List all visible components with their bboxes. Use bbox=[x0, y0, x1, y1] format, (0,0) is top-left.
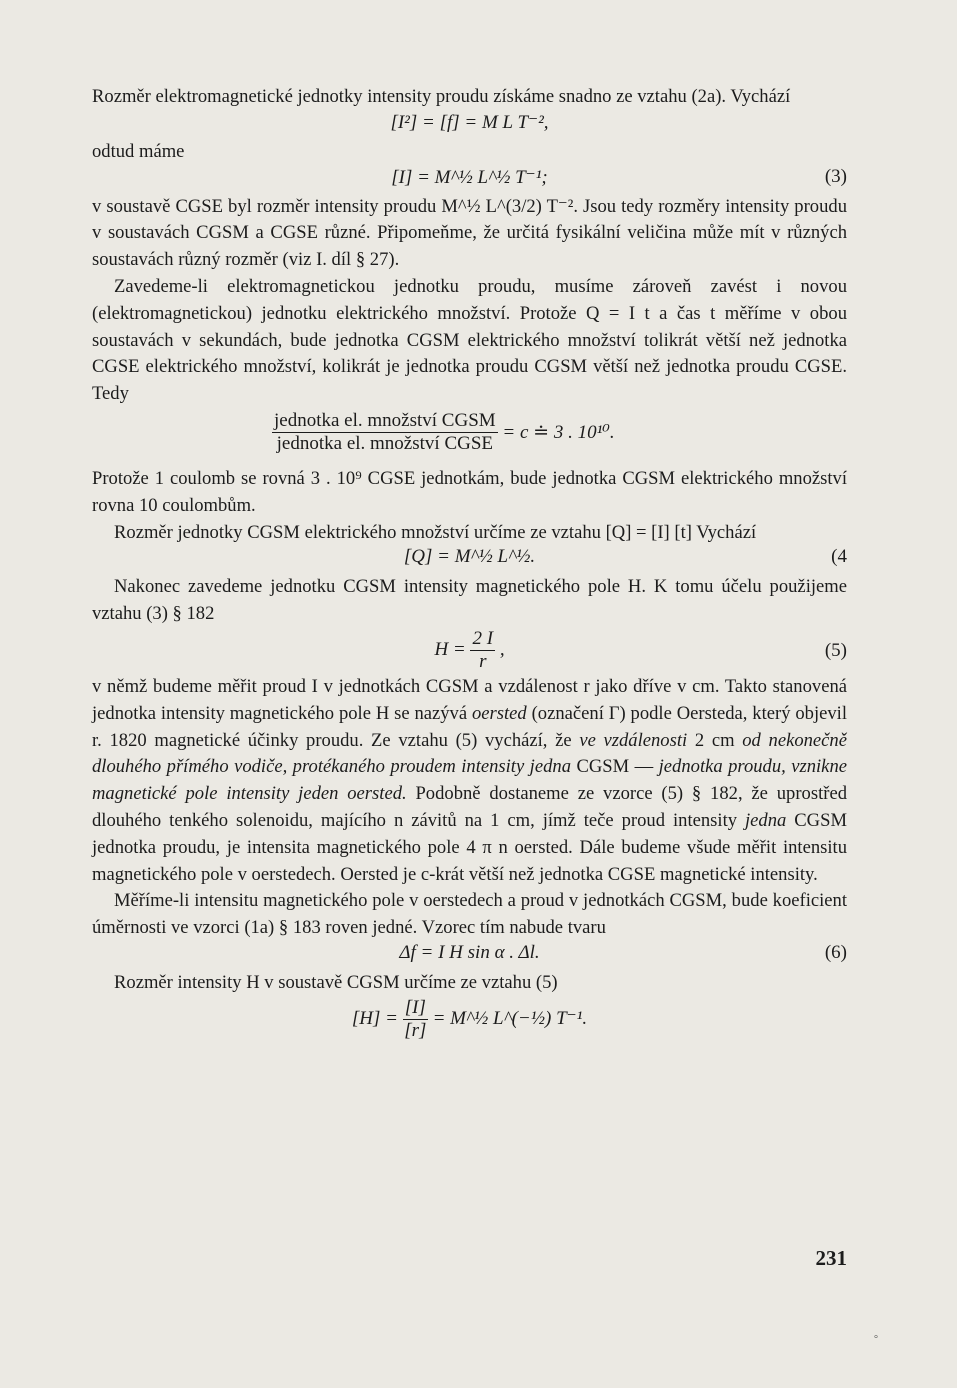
paragraph-5: Protože 1 coulomb se rovná 3 . 10⁹ CGSE jednotkám, bude jednotka CGSM elektrického množství rovna 10 coulombům. bbox=[92, 467, 847, 516]
equation-number: (3) bbox=[824, 165, 847, 187]
equation-5 bbox=[92, 628, 847, 674]
equation-fraction bbox=[470, 628, 495, 673]
charge-ratio-fraction bbox=[272, 410, 498, 455]
paragraph-8: v němž budeme měřit proud I v jednotkách CGSM a vzdálenost r jako dříve v cm. Takto stanovená jednotka intensity magnetického pole H se nazývá oersted (označení Γ) podle Oersteda, který objevil r. 1820 magnetické účinky proudu. Ze vztahu (5) vychází, že ve vzdálenosti 2 cm od nekonečně dlouhého přímého vodiče, protékaného proudem intensity jedna CGSM — jednotka proudu, vznikne magnetické pole intensity jeden oersted. Podobně dostaneme ze vzorce (5) § 182, že uprostřed dlouhého tenkého solenoidu, majícího n závitů na 1 cm, jímž teče proud intensity jedna CGSM jednotka proudu, je intensita magnetického pole 4 π n oersted. Dále budeme všude měřit intensitu magnetického pole v oerstedech. Oersted je c-krát větší než jednotka CGSE magnetické intensity. bbox=[92, 675, 847, 885]
equation-lhs: H = bbox=[434, 638, 466, 660]
fraction-numerator: 2 I bbox=[472, 627, 494, 649]
equation-text: [Q] = M^½ L^½. bbox=[403, 546, 536, 568]
corner-mark: ° bbox=[874, 1334, 878, 1345]
equation-rhs: = M^½ L^(−½) T⁻¹. bbox=[432, 1007, 588, 1029]
fraction-numerator: [I] bbox=[404, 996, 426, 1018]
fraction-denominator: [r] bbox=[404, 1019, 427, 1041]
equation-3 bbox=[92, 166, 847, 194]
paragraph-7: Nakonec zavedeme jednotku CGSM intensity magnetického pole H. K tomu účelu použijeme vztahu (3) § 182 bbox=[92, 576, 847, 625]
paragraph-6: Rozměr jednotky CGSM elektrického množství určíme ze vztahu [Q] = [I] [t] Vychází bbox=[114, 521, 757, 543]
equation-tail: , bbox=[499, 638, 505, 660]
paragraph-9: Měříme-li intensitu magnetického pole v oerstedech a proud v jednotkách CGSM, bude koeficient úměrnosti ve vzorci (1a) § 183 roven jedné. Vzorec tím nabude tvaru bbox=[92, 890, 847, 939]
equation-4 bbox=[92, 546, 847, 574]
equation-number: (6) bbox=[824, 941, 847, 963]
equation-number: (4 bbox=[831, 546, 847, 568]
equation-7 bbox=[92, 997, 847, 1047]
equation-charge-ratio bbox=[92, 408, 847, 466]
ratio-result: = c ≐ 3 . 10¹⁰. bbox=[502, 421, 615, 443]
fraction-denominator: jednotka el. množství CGSE bbox=[276, 432, 494, 454]
equation-number: (5) bbox=[824, 639, 847, 661]
equation-6 bbox=[92, 942, 847, 970]
paragraph-2: odtud máme bbox=[92, 140, 185, 162]
paragraph-1: Rozměr elektromagnetické jednotky intensity proudu získáme snadno ze vztahu (2a). Vychází bbox=[92, 86, 791, 107]
page-number: 231 bbox=[815, 1246, 847, 1270]
equation-text: [I] = M^½ L^½ T⁻¹; bbox=[391, 166, 548, 188]
equation-force-dimension bbox=[92, 111, 847, 139]
paragraph-10: Rozměr intensity H v soustavě CGSM určíme ze vztahu (5) bbox=[114, 971, 558, 993]
equation-text: [I²] = [f] = M L T⁻², bbox=[390, 111, 549, 133]
fraction-denominator: r bbox=[479, 650, 487, 672]
equation-text: Δf = I H sin α . Δl. bbox=[399, 941, 540, 963]
paragraph-4: Zavedeme-li elektromagnetickou jednotku proudu, musíme zároveň zavést i novou (elektromagnetickou) jednotku elektrického množství. Protože Q = I t a čas t měříme v obou soustavách v sekundách, bude jednotka CGSM elektrického množství tolikrát větší než jednotka CGSE elektrického množství, kolikrát je jednotka proudu CGSM větší než jednotka proudu CGSE. Tedy bbox=[92, 275, 847, 405]
paragraph-3: v soustavě CGSE byl rozměr intensity proudu M^½ L^(3/2) T⁻². Jsou tedy rozměry intensity proudu v soustavách CGSM a CGSE různé. Připomeňme, že určitá fysikální veličina může mít v různých soustavách různý rozměr (viz I. díl § 27). bbox=[92, 195, 847, 271]
equation-fraction bbox=[403, 997, 428, 1042]
equation-lhs: [H] = bbox=[351, 1007, 398, 1029]
text-column bbox=[92, 84, 847, 1047]
fraction-numerator: jednotka el. množství CGSM bbox=[274, 409, 496, 431]
